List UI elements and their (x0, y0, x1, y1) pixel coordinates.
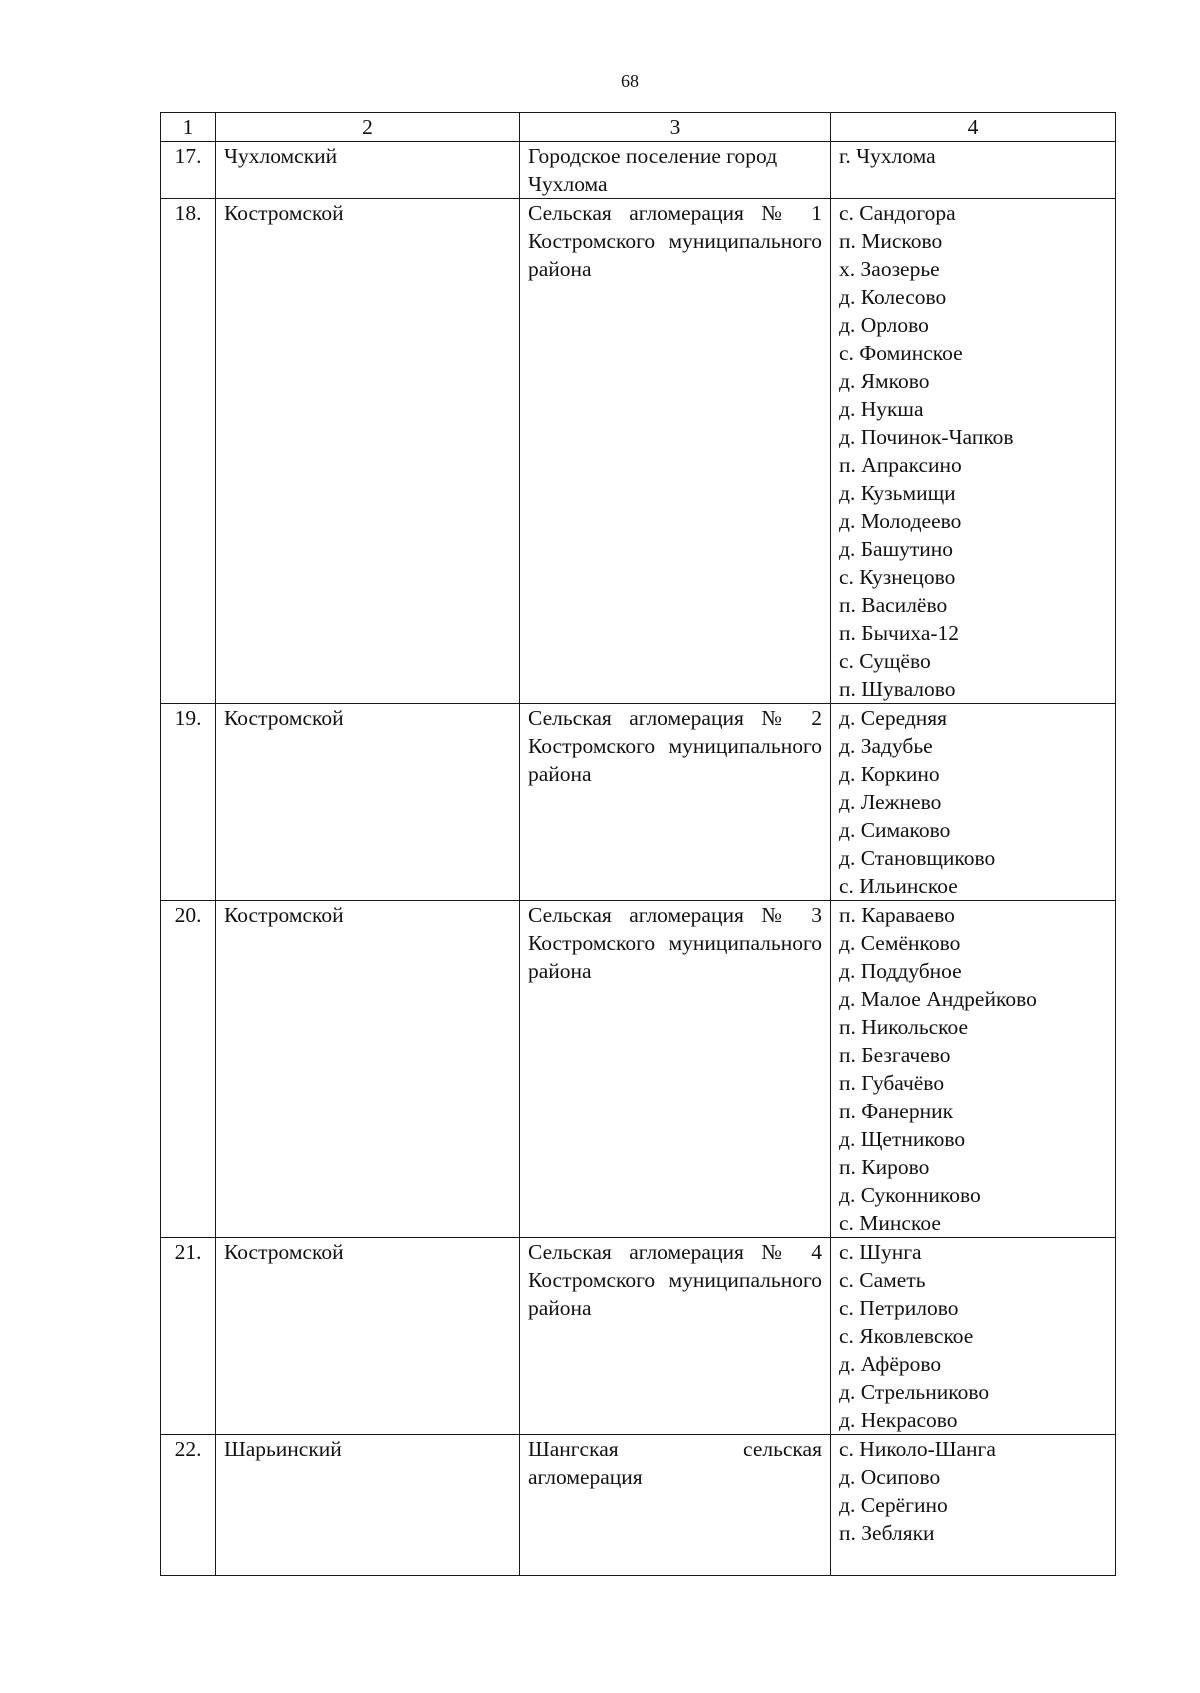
settlements-table (160, 112, 1116, 1576)
settlements-cell: г. Чухлома (831, 142, 1116, 199)
settlements-cell: с. Николо-Шанга д. Осипово д. Серёгино п. Зебляки (831, 1435, 1116, 1576)
table-row (161, 1435, 1116, 1576)
district-cell: Шарьинский (216, 1435, 520, 1576)
agglomeration-cell: Сельская агломерация № 3 Костромского муниципального района (520, 901, 831, 1238)
row-number: 17. (161, 142, 216, 199)
district-cell: Костромской (216, 1238, 520, 1435)
column-header: 4 (831, 113, 1116, 142)
settlements-cell: с. Сандогора п. Мисково х. Заозерье д. Колесово д. Орлово с. Фоминское д. Ямково д. Нукша д. Починок-Чапков п. Апраксино д. Кузьмищи д. Молодеево д. Башутино с. Кузнецово п. Василёво п. Бычиха-12 с. Сущёво п. Шувалово (831, 199, 1116, 704)
row-number: 22. (161, 1435, 216, 1576)
column-header: 3 (520, 113, 831, 142)
table-row (161, 1238, 1116, 1435)
agglomeration-cell: Сельская агломерация № 1 Костромского муниципального района (520, 199, 831, 704)
table-header-row (161, 113, 1116, 142)
district-cell: Костромской (216, 901, 520, 1238)
settlements-cell: д. Середняя д. Задубье д. Коркино д. Лежнево д. Симаково д. Становщиково с. Ильинское (831, 704, 1116, 901)
table-row (161, 142, 1116, 199)
row-number: 21. (161, 1238, 216, 1435)
settlements-cell: с. Шунга с. Саметь с. Петрилово с. Яковлевское д. Афёрово д. Стрельниково д. Некрасово (831, 1238, 1116, 1435)
page-number: 68 (621, 71, 639, 91)
row-number: 18. (161, 199, 216, 704)
district-cell: Костромской (216, 199, 520, 704)
district-cell: Костромской (216, 704, 520, 901)
table-row (161, 199, 1116, 704)
agglomeration-cell: Сельская агломерация № 4 Костромского муниципального района (520, 1238, 831, 1435)
district-cell: Чухломский (216, 142, 520, 199)
agglomeration-cell: Сельская агломерация № 2 Костромского муниципального района (520, 704, 831, 901)
row-number: 20. (161, 901, 216, 1238)
table-row (161, 901, 1116, 1238)
agglomeration-cell: Шангская сельская агломерация (520, 1435, 831, 1576)
agglomeration-cell: Городское поселение город Чухлома (520, 142, 831, 199)
row-number: 19. (161, 704, 216, 901)
column-header: 2 (216, 113, 520, 142)
table-row (161, 704, 1116, 901)
settlements-cell: п. Караваево д. Семёнково д. Поддубное д. Малое Андрейково п. Никольское п. Безгачево п. Губачёво п. Фанерник д. Щетниково п. Кирово д. Суконниково с. Минское (831, 901, 1116, 1238)
column-header: 1 (161, 113, 216, 142)
